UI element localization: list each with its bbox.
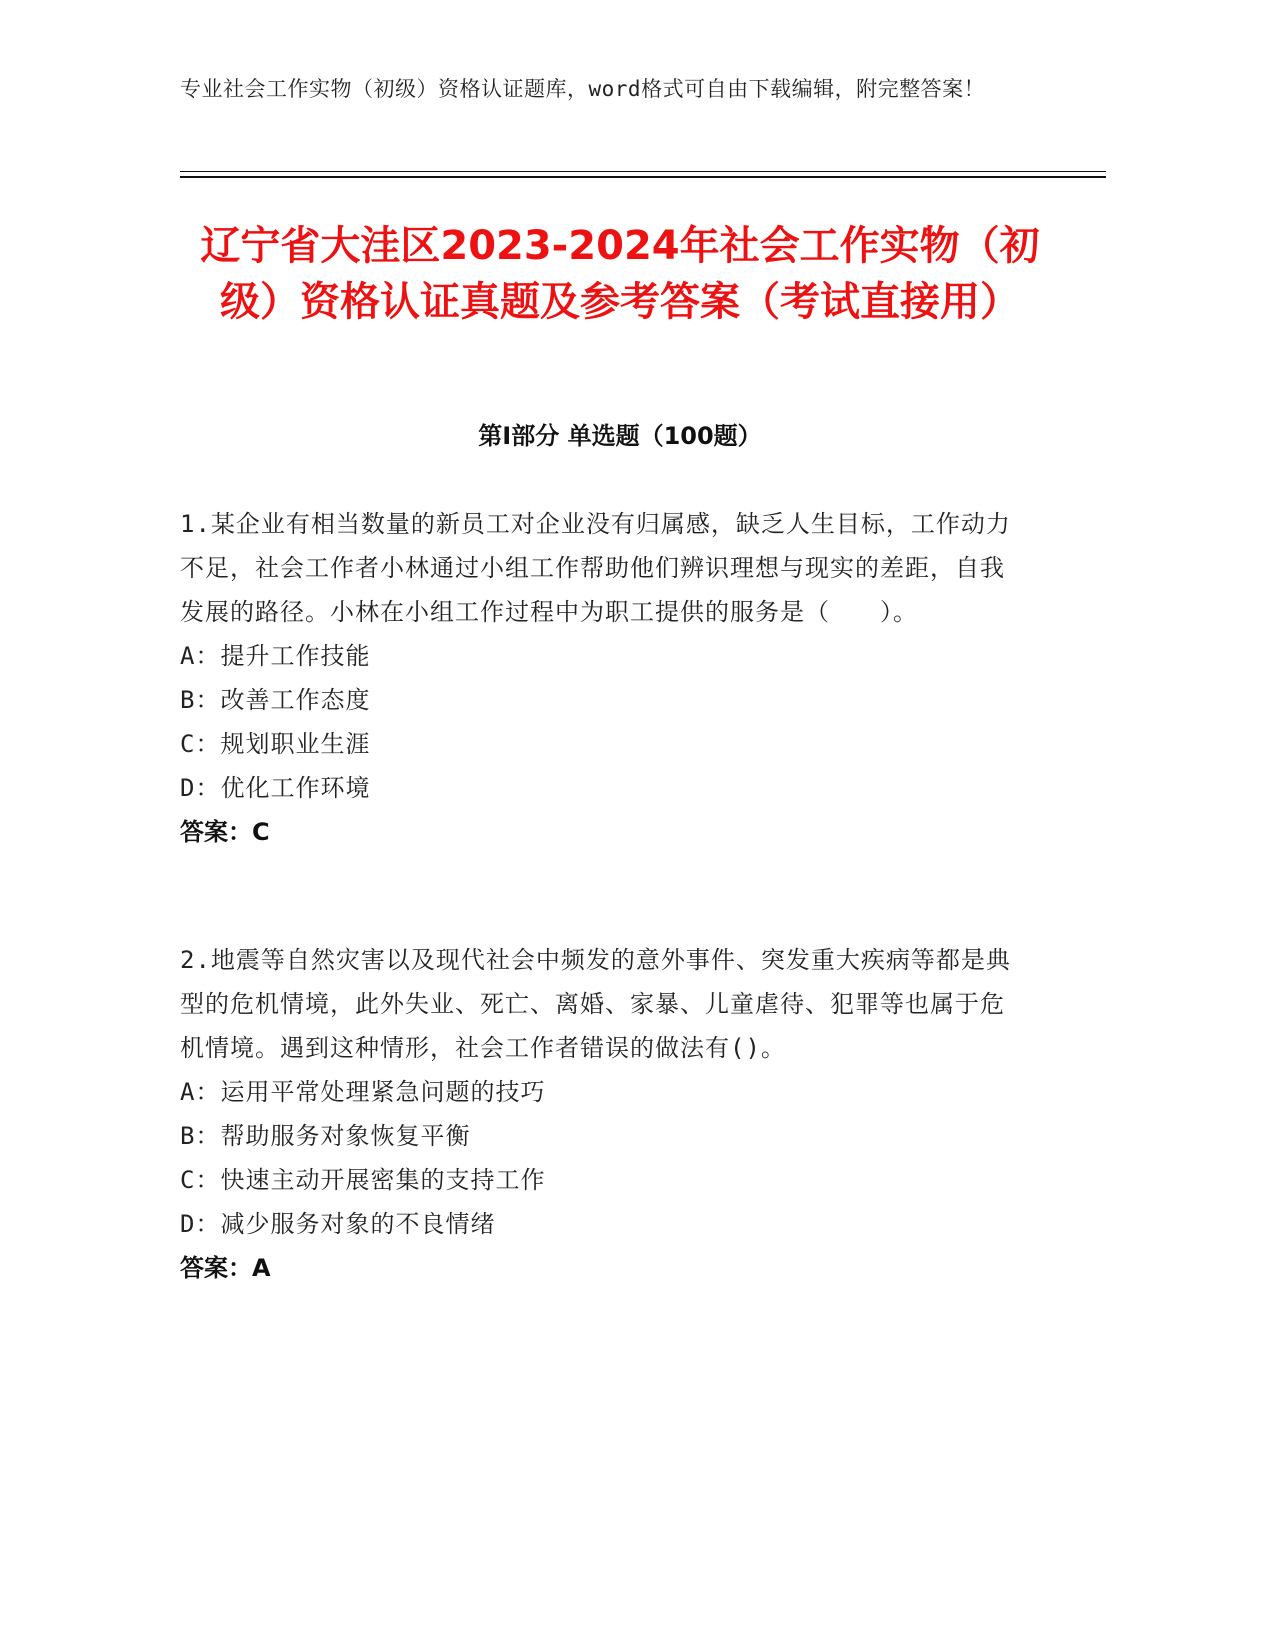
question-block bbox=[180, 502, 1020, 854]
header-divider-thin bbox=[180, 171, 1106, 172]
option-d: D：优化工作环境 bbox=[180, 774, 371, 802]
document-title: 辽宁省大洼区2023-2024年社会工作实物（初级）资格认证真题及参考答案（考试直接用） bbox=[200, 223, 1040, 325]
option-a: A：运用平常处理紧急问题的技巧 bbox=[180, 1078, 546, 1106]
option-a: A：提升工作技能 bbox=[180, 642, 371, 670]
option-b: B：改善工作态度 bbox=[180, 686, 371, 714]
question-block bbox=[180, 938, 1020, 1290]
answer-line: 答案：C bbox=[180, 818, 270, 846]
option-c: C：规划职业生涯 bbox=[180, 730, 371, 758]
question-stem: 2.地震等自然灾害以及现代社会中频发的意外事件、突发重大疾病等都是典型的危机情境，此外失业、死亡、离婚、家暴、儿童虐待、犯罪等也属于危机情境。遇到这种情形，社会工作者错误的做法有()。 bbox=[180, 946, 1011, 1062]
option-b: B：帮助服务对象恢复平衡 bbox=[180, 1122, 471, 1150]
section-title: 第Ⅰ部分 单选题（100题） bbox=[478, 422, 762, 450]
question-stem: 1.某企业有相当数量的新员工对企业没有归属感，缺乏人生目标，工作动力不足，社会工作者小林通过小组工作帮助他们辨识理想与现实的差距，自我发展的路径。小林在小组工作过程中为职工提供的服务是（ ）。 bbox=[180, 510, 1011, 626]
answer-line: 答案：A bbox=[180, 1254, 271, 1282]
header-note: 专业社会工作实物（初级）资格认证题库，word格式可自由下载编辑，附完整答案！ bbox=[180, 77, 986, 101]
option-c: C：快速主动开展密集的支持工作 bbox=[180, 1166, 546, 1194]
option-d: D：减少服务对象的不良情绪 bbox=[180, 1210, 496, 1238]
header-divider-thick bbox=[180, 176, 1106, 178]
